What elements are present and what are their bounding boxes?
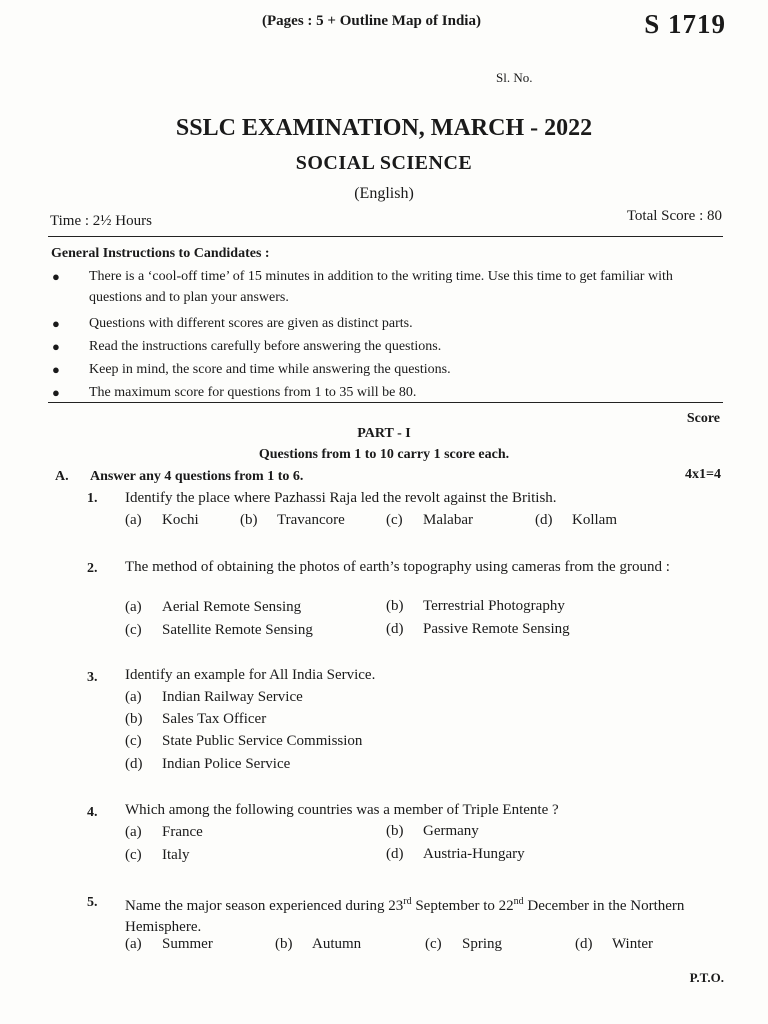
section-score: 4x1=4 bbox=[685, 467, 721, 482]
bullet-icon: ● bbox=[52, 362, 60, 377]
part-title: PART - I bbox=[357, 426, 411, 441]
option-label: (c) bbox=[425, 936, 442, 952]
option-label: (b) bbox=[386, 823, 404, 839]
option-text: Winter bbox=[612, 936, 654, 952]
option-label: (a) bbox=[125, 512, 142, 528]
option-label: (d) bbox=[386, 621, 404, 637]
language-label: (English) bbox=[354, 185, 414, 202]
instruction-text: The maximum score for questions from 1 to 35 will be 80. bbox=[89, 385, 417, 400]
instruction-item bbox=[52, 313, 722, 334]
question-text: Identify an example for All India Service. bbox=[125, 667, 376, 683]
please-turn-over: P.T.O. bbox=[689, 970, 724, 985]
option-text: Terrestrial Photography bbox=[423, 598, 565, 614]
total-score-label: Total Score : 80 bbox=[626, 208, 722, 224]
option-a bbox=[125, 689, 303, 706]
part-subtitle: Questions from 1 to 10 carry 1 score each. bbox=[258, 447, 510, 462]
option-text: Indian Police Service bbox=[162, 756, 291, 772]
option-d bbox=[575, 936, 653, 953]
option-text: State Public Service Commission bbox=[162, 733, 363, 749]
instruction-item bbox=[52, 336, 722, 357]
option-text: Kollam bbox=[572, 512, 617, 528]
option-a bbox=[125, 936, 213, 953]
divider-bottom bbox=[48, 402, 723, 403]
section-letter: A. bbox=[55, 469, 69, 484]
option-c bbox=[125, 733, 362, 750]
instruction-text: There is a ‘cool-off time’ of 15 minutes in addition to the writing time. Use this time to get familiar with questions and to plan your answers. bbox=[89, 269, 673, 305]
instructions-title: General Instructions to Candidates : bbox=[51, 246, 270, 261]
option-a bbox=[125, 512, 199, 529]
instruction-item bbox=[52, 382, 722, 403]
option-b bbox=[240, 512, 345, 529]
question-number: 2. bbox=[87, 561, 98, 576]
bullet-icon: ● bbox=[52, 339, 60, 354]
option-label: (b) bbox=[240, 512, 258, 528]
option-text: Travancore bbox=[277, 512, 345, 528]
option-text: Autumn bbox=[312, 936, 362, 952]
instruction-text: Read the instructions carefully before answering the questions. bbox=[89, 339, 442, 354]
question-text bbox=[125, 891, 715, 938]
question-number: 4. bbox=[87, 805, 98, 820]
option-c bbox=[386, 512, 473, 529]
option-text: Indian Railway Service bbox=[162, 689, 303, 705]
exam-title: SSLC EXAMINATION, MARCH - 2022 bbox=[175, 115, 593, 141]
question-number: 1. bbox=[87, 491, 98, 506]
option-label: (a) bbox=[125, 599, 142, 615]
ordinal-suffix: rd bbox=[403, 896, 412, 907]
question-number: 3. bbox=[87, 670, 98, 685]
option-label: (b) bbox=[275, 936, 293, 952]
serial-number-label: Sl. No. bbox=[496, 70, 533, 85]
option-c bbox=[425, 936, 502, 953]
option-c bbox=[125, 847, 190, 864]
option-label: (d) bbox=[125, 756, 143, 772]
option-label: (d) bbox=[575, 936, 593, 952]
option-d bbox=[386, 846, 525, 863]
option-b bbox=[386, 823, 479, 840]
ordinal-suffix: nd bbox=[513, 896, 524, 907]
option-text: Germany bbox=[423, 823, 479, 839]
option-d bbox=[386, 621, 570, 638]
option-label: (d) bbox=[535, 512, 553, 528]
option-text: Spring bbox=[462, 936, 503, 952]
instruction-text: Questions with different scores are given as distinct parts. bbox=[89, 316, 413, 331]
option-label: (c) bbox=[386, 512, 403, 528]
option-text: France bbox=[162, 824, 203, 840]
question-text: Which among the following countries was a member of Triple Entente ? bbox=[125, 802, 559, 818]
option-d bbox=[535, 512, 617, 529]
option-a bbox=[125, 824, 203, 841]
option-text: Passive Remote Sensing bbox=[423, 621, 570, 637]
instruction-item bbox=[52, 359, 722, 380]
bullet-icon: ● bbox=[52, 316, 60, 331]
bullet-icon: ● bbox=[52, 385, 60, 400]
option-text: Satellite Remote Sensing bbox=[162, 622, 313, 638]
option-a bbox=[125, 599, 301, 616]
option-label: (c) bbox=[125, 622, 142, 638]
option-b bbox=[386, 598, 565, 615]
question-text-part: Name the major season experienced during 23 bbox=[125, 898, 404, 914]
option-text: Kochi bbox=[162, 512, 199, 528]
option-text: Sales Tax Officer bbox=[162, 711, 267, 727]
option-text: Italy bbox=[162, 847, 190, 863]
option-label: (c) bbox=[125, 847, 142, 863]
option-label: (b) bbox=[125, 711, 143, 727]
divider-top bbox=[48, 236, 723, 237]
bullet-icon: ● bbox=[52, 269, 60, 284]
option-label: (a) bbox=[125, 936, 142, 952]
time-label: Time : 2½ Hours bbox=[50, 213, 152, 229]
option-label: (a) bbox=[125, 824, 142, 840]
option-text: Aerial Remote Sensing bbox=[162, 599, 302, 615]
option-text: Austria-Hungary bbox=[423, 846, 525, 862]
option-b bbox=[125, 711, 266, 728]
option-label: (c) bbox=[125, 733, 142, 749]
question-number: 5. bbox=[87, 895, 98, 910]
option-c bbox=[125, 622, 313, 639]
option-label: (a) bbox=[125, 689, 142, 705]
option-d bbox=[125, 756, 290, 773]
option-text: Summer bbox=[162, 936, 213, 952]
option-label: (b) bbox=[386, 598, 404, 614]
option-label: (d) bbox=[386, 846, 404, 862]
subject-title: SOCIAL SCIENCE bbox=[295, 152, 473, 174]
score-column-header: Score bbox=[686, 411, 720, 426]
question-text: Identify the place where Pazhassi Raja led the revolt against the British. bbox=[125, 490, 557, 506]
question-text-part: September to 22 bbox=[411, 898, 514, 914]
pages-info: (Pages : 5 + Outline Map of India) bbox=[262, 13, 481, 29]
question-text-part: December in the Northern Hemisphere. bbox=[125, 898, 685, 935]
section-instruction: Answer any 4 questions from 1 to 6. bbox=[90, 469, 304, 484]
paper-code: S 1719 bbox=[644, 9, 726, 39]
option-text: Malabar bbox=[423, 512, 473, 528]
instruction-item bbox=[52, 266, 722, 308]
instruction-text: Keep in mind, the score and time while answering the questions. bbox=[89, 362, 451, 377]
question-text: The method of obtaining the photos of earth’s topography using cameras from the ground : bbox=[125, 559, 670, 575]
option-b bbox=[275, 936, 361, 953]
